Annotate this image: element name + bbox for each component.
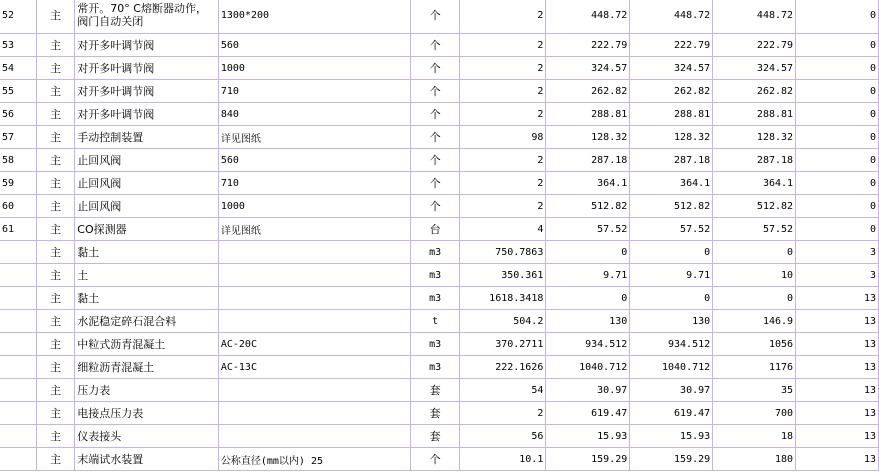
quantity-cell[interactable]: 2 — [460, 172, 546, 195]
row-number-cell[interactable] — [0, 287, 36, 310]
price-cell-1[interactable]: 287.18 — [546, 149, 630, 172]
price-cell-1[interactable]: 934.512 — [546, 333, 630, 356]
name-cell[interactable]: 黏土 — [75, 241, 219, 264]
price-cell-1[interactable]: 15.93 — [546, 425, 630, 448]
quantity-cell[interactable]: 350.361 — [460, 264, 546, 287]
quantity-cell[interactable]: 56 — [460, 425, 546, 448]
unit-cell[interactable]: 个 — [410, 0, 460, 34]
quantity-cell[interactable]: 2 — [460, 195, 546, 218]
name-cell[interactable]: 末端试水装置 — [75, 448, 219, 471]
name-cell[interactable]: 土 — [75, 264, 219, 287]
price-cell-3[interactable]: 324.57 — [713, 57, 796, 80]
type-cell[interactable]: 主 — [36, 218, 74, 241]
table-row[interactable] — [0, 80, 879, 103]
row-number-cell[interactable] — [0, 356, 36, 379]
unit-cell[interactable]: 个 — [410, 80, 460, 103]
price-cell-1[interactable]: 130 — [546, 310, 630, 333]
name-cell[interactable]: 仪表接头 — [75, 425, 219, 448]
row-number-cell[interactable]: 60 — [0, 195, 36, 218]
unit-cell[interactable]: 个 — [410, 57, 460, 80]
price-cell-2[interactable]: 0 — [630, 287, 713, 310]
price-cell-3[interactable]: 0 — [713, 287, 796, 310]
price-cell-1[interactable]: 324.57 — [546, 57, 630, 80]
unit-cell[interactable]: 个 — [410, 448, 460, 471]
price-cell-3[interactable]: 146.9 — [713, 310, 796, 333]
last-cell[interactable]: 0 — [796, 126, 879, 149]
row-number-cell[interactable] — [0, 264, 36, 287]
quantity-cell[interactable]: 2 — [460, 402, 546, 425]
row-number-cell[interactable]: 58 — [0, 149, 36, 172]
price-cell-3[interactable]: 18 — [713, 425, 796, 448]
unit-cell[interactable]: 套 — [410, 402, 460, 425]
quantity-cell[interactable]: 2 — [460, 103, 546, 126]
price-cell-3[interactable]: 1056 — [713, 333, 796, 356]
quantity-cell[interactable]: 2 — [460, 34, 546, 57]
spec-cell[interactable] — [218, 264, 410, 287]
last-cell[interactable]: 0 — [796, 149, 879, 172]
price-cell-2[interactable]: 15.93 — [630, 425, 713, 448]
spec-cell[interactable] — [218, 241, 410, 264]
price-cell-3[interactable]: 700 — [713, 402, 796, 425]
price-cell-1[interactable]: 1040.712 — [546, 356, 630, 379]
type-cell[interactable]: 主 — [36, 0, 74, 34]
name-cell[interactable]: 中粒式沥青混凝土 — [75, 333, 219, 356]
price-cell-1[interactable]: 364.1 — [546, 172, 630, 195]
quantity-cell[interactable]: 750.7863 — [460, 241, 546, 264]
quantity-cell[interactable]: 222.1626 — [460, 356, 546, 379]
spec-cell[interactable]: 详见图纸 — [218, 126, 410, 149]
price-cell-2[interactable]: 512.82 — [630, 195, 713, 218]
table-row[interactable] — [0, 379, 879, 402]
last-cell[interactable]: 0 — [796, 34, 879, 57]
row-number-cell[interactable] — [0, 425, 36, 448]
type-cell[interactable]: 主 — [36, 264, 74, 287]
last-cell[interactable]: 3 — [796, 241, 879, 264]
type-cell[interactable]: 主 — [36, 379, 74, 402]
unit-cell[interactable]: 套 — [410, 379, 460, 402]
last-cell[interactable]: 0 — [796, 57, 879, 80]
price-cell-3[interactable]: 128.32 — [713, 126, 796, 149]
unit-cell[interactable]: 个 — [410, 195, 460, 218]
spec-cell[interactable]: 840 — [218, 103, 410, 126]
row-number-cell[interactable] — [0, 333, 36, 356]
name-cell[interactable]: 电接点压力表 — [75, 402, 219, 425]
name-cell[interactable]: 对开多叶调节阀 — [75, 57, 219, 80]
last-cell[interactable]: 0 — [796, 103, 879, 126]
spec-cell[interactable]: 560 — [218, 34, 410, 57]
price-cell-1[interactable]: 448.72 — [546, 0, 630, 34]
price-cell-2[interactable]: 364.1 — [630, 172, 713, 195]
unit-cell[interactable]: m3 — [410, 333, 460, 356]
unit-cell[interactable]: m3 — [410, 241, 460, 264]
spec-cell[interactable]: AC-20C — [218, 333, 410, 356]
spec-cell[interactable]: 公称直径(mm以内) 25 — [218, 448, 410, 471]
spec-cell[interactable]: 710 — [218, 80, 410, 103]
last-cell[interactable]: 13 — [796, 287, 879, 310]
table-row[interactable] — [0, 287, 879, 310]
table-row[interactable] — [0, 57, 879, 80]
row-number-cell[interactable]: 52 — [0, 0, 36, 34]
type-cell[interactable]: 主 — [36, 333, 74, 356]
price-cell-2[interactable]: 288.81 — [630, 103, 713, 126]
price-cell-2[interactable]: 57.52 — [630, 218, 713, 241]
price-cell-2[interactable]: 9.71 — [630, 264, 713, 287]
last-cell[interactable]: 0 — [796, 80, 879, 103]
price-cell-3[interactable]: 1176 — [713, 356, 796, 379]
price-cell-2[interactable]: 1040.712 — [630, 356, 713, 379]
price-cell-2[interactable]: 0 — [630, 241, 713, 264]
row-number-cell[interactable]: 54 — [0, 57, 36, 80]
table-row[interactable] — [0, 402, 879, 425]
table-row[interactable] — [0, 0, 879, 34]
type-cell[interactable]: 主 — [36, 57, 74, 80]
row-number-cell[interactable]: 56 — [0, 103, 36, 126]
price-cell-2[interactable]: 262.82 — [630, 80, 713, 103]
price-cell-3[interactable]: 35 — [713, 379, 796, 402]
table-row[interactable] — [0, 333, 879, 356]
last-cell[interactable]: 13 — [796, 402, 879, 425]
price-cell-2[interactable]: 222.79 — [630, 34, 713, 57]
price-cell-3[interactable]: 10 — [713, 264, 796, 287]
unit-cell[interactable]: m3 — [410, 356, 460, 379]
unit-cell[interactable]: 个 — [410, 126, 460, 149]
price-cell-1[interactable]: 619.47 — [546, 402, 630, 425]
spec-cell[interactable]: AC-13C — [218, 356, 410, 379]
price-cell-2[interactable]: 934.512 — [630, 333, 713, 356]
quantity-cell[interactable]: 4 — [460, 218, 546, 241]
name-cell[interactable]: 细粒沥青混凝土 — [75, 356, 219, 379]
quantity-cell[interactable]: 370.2711 — [460, 333, 546, 356]
name-cell[interactable]: 对开多叶调节阀 — [75, 103, 219, 126]
unit-cell[interactable]: 台 — [410, 218, 460, 241]
name-cell[interactable]: 压力表 — [75, 379, 219, 402]
name-cell[interactable]: 常开。70° C熔断器动作，阀门自动关闭 — [75, 0, 219, 34]
unit-cell[interactable]: m3 — [410, 287, 460, 310]
spec-cell[interactable]: 1000 — [218, 57, 410, 80]
unit-cell[interactable]: 个 — [410, 103, 460, 126]
table-row[interactable] — [0, 195, 879, 218]
name-cell[interactable]: 对开多叶调节阀 — [75, 34, 219, 57]
spec-cell[interactable] — [218, 379, 410, 402]
price-cell-3[interactable]: 57.52 — [713, 218, 796, 241]
table-row[interactable] — [0, 34, 879, 57]
unit-cell[interactable]: 个 — [410, 34, 460, 57]
price-cell-3[interactable]: 448.72 — [713, 0, 796, 34]
spec-cell[interactable] — [218, 402, 410, 425]
type-cell[interactable]: 主 — [36, 402, 74, 425]
price-cell-1[interactable]: 288.81 — [546, 103, 630, 126]
quantity-cell[interactable]: 2 — [460, 80, 546, 103]
row-number-cell[interactable]: 55 — [0, 80, 36, 103]
last-cell[interactable]: 13 — [796, 333, 879, 356]
unit-cell[interactable]: 套 — [410, 425, 460, 448]
price-cell-3[interactable]: 262.82 — [713, 80, 796, 103]
row-number-cell[interactable]: 59 — [0, 172, 36, 195]
table-row[interactable] — [0, 172, 879, 195]
quantity-cell[interactable]: 54 — [460, 379, 546, 402]
type-cell[interactable]: 主 — [36, 172, 74, 195]
table-row[interactable] — [0, 356, 879, 379]
price-cell-1[interactable]: 512.82 — [546, 195, 630, 218]
unit-cell[interactable]: m3 — [410, 264, 460, 287]
last-cell[interactable]: 0 — [796, 195, 879, 218]
price-cell-3[interactable]: 0 — [713, 241, 796, 264]
type-cell[interactable]: 主 — [36, 310, 74, 333]
quantity-cell[interactable]: 2 — [460, 0, 546, 34]
row-number-cell[interactable] — [0, 379, 36, 402]
row-number-cell[interactable]: 61 — [0, 218, 36, 241]
type-cell[interactable]: 主 — [36, 80, 74, 103]
price-cell-1[interactable]: 57.52 — [546, 218, 630, 241]
last-cell[interactable]: 13 — [796, 379, 879, 402]
name-cell[interactable]: 手动控制装置 — [75, 126, 219, 149]
last-cell[interactable]: 0 — [796, 0, 879, 34]
spec-cell[interactable] — [218, 425, 410, 448]
price-cell-1[interactable]: 9.71 — [546, 264, 630, 287]
row-number-cell[interactable] — [0, 448, 36, 471]
name-cell[interactable]: 黏土 — [75, 287, 219, 310]
type-cell[interactable]: 主 — [36, 195, 74, 218]
last-cell[interactable]: 13 — [796, 356, 879, 379]
quantity-cell[interactable]: 98 — [460, 126, 546, 149]
price-cell-3[interactable]: 180 — [713, 448, 796, 471]
row-number-cell[interactable] — [0, 310, 36, 333]
table-row[interactable] — [0, 310, 879, 333]
price-cell-1[interactable]: 262.82 — [546, 80, 630, 103]
last-cell[interactable]: 3 — [796, 264, 879, 287]
last-cell[interactable]: 13 — [796, 425, 879, 448]
name-cell[interactable]: 止回风阀 — [75, 149, 219, 172]
name-cell[interactable]: CO探测器 — [75, 218, 219, 241]
table-row[interactable] — [0, 264, 879, 287]
unit-cell[interactable]: 个 — [410, 172, 460, 195]
last-cell[interactable]: 13 — [796, 448, 879, 471]
type-cell[interactable]: 主 — [36, 425, 74, 448]
table-row[interactable] — [0, 241, 879, 264]
spec-cell[interactable]: 详见图纸 — [218, 218, 410, 241]
price-cell-2[interactable]: 159.29 — [630, 448, 713, 471]
type-cell[interactable]: 主 — [36, 356, 74, 379]
price-cell-3[interactable]: 288.81 — [713, 103, 796, 126]
spec-cell[interactable] — [218, 287, 410, 310]
row-number-cell[interactable]: 57 — [0, 126, 36, 149]
type-cell[interactable]: 主 — [36, 103, 74, 126]
quantity-cell[interactable]: 2 — [460, 149, 546, 172]
price-cell-1[interactable]: 0 — [546, 287, 630, 310]
spec-cell[interactable]: 560 — [218, 149, 410, 172]
quantity-cell[interactable]: 10.1 — [460, 448, 546, 471]
last-cell[interactable]: 13 — [796, 310, 879, 333]
type-cell[interactable]: 主 — [36, 448, 74, 471]
spec-cell[interactable]: 1000 — [218, 195, 410, 218]
name-cell[interactable]: 止回风阀 — [75, 172, 219, 195]
spec-cell[interactable]: 710 — [218, 172, 410, 195]
row-number-cell[interactable]: 53 — [0, 34, 36, 57]
table-row[interactable] — [0, 126, 879, 149]
price-cell-1[interactable]: 0 — [546, 241, 630, 264]
price-cell-2[interactable]: 128.32 — [630, 126, 713, 149]
spec-cell[interactable] — [218, 310, 410, 333]
type-cell[interactable]: 主 — [36, 149, 74, 172]
type-cell[interactable]: 主 — [36, 126, 74, 149]
price-cell-3[interactable]: 287.18 — [713, 149, 796, 172]
row-number-cell[interactable] — [0, 241, 36, 264]
table-row[interactable] — [0, 149, 879, 172]
price-cell-3[interactable]: 222.79 — [713, 34, 796, 57]
row-number-cell[interactable] — [0, 402, 36, 425]
spec-cell[interactable]: 1300*200 — [218, 0, 410, 34]
price-cell-3[interactable]: 364.1 — [713, 172, 796, 195]
price-cell-3[interactable]: 512.82 — [713, 195, 796, 218]
price-cell-2[interactable]: 324.57 — [630, 57, 713, 80]
table-row[interactable] — [0, 103, 879, 126]
name-cell[interactable]: 水泥稳定碎石混合料 — [75, 310, 219, 333]
price-cell-1[interactable]: 128.32 — [546, 126, 630, 149]
name-cell[interactable]: 对开多叶调节阀 — [75, 80, 219, 103]
last-cell[interactable]: 0 — [796, 172, 879, 195]
type-cell[interactable]: 主 — [36, 287, 74, 310]
quantity-cell[interactable]: 1618.3418 — [460, 287, 546, 310]
price-cell-1[interactable]: 159.29 — [546, 448, 630, 471]
unit-cell[interactable]: t — [410, 310, 460, 333]
price-cell-2[interactable]: 130 — [630, 310, 713, 333]
table-row[interactable] — [0, 425, 879, 448]
price-cell-2[interactable]: 30.97 — [630, 379, 713, 402]
type-cell[interactable]: 主 — [36, 241, 74, 264]
last-cell[interactable]: 0 — [796, 218, 879, 241]
quantity-cell[interactable]: 2 — [460, 57, 546, 80]
type-cell[interactable]: 主 — [36, 34, 74, 57]
price-cell-2[interactable]: 448.72 — [630, 0, 713, 34]
price-cell-2[interactable]: 619.47 — [630, 402, 713, 425]
quantity-cell[interactable]: 504.2 — [460, 310, 546, 333]
price-cell-2[interactable]: 287.18 — [630, 149, 713, 172]
table-row[interactable] — [0, 448, 879, 471]
unit-cell[interactable]: 个 — [410, 149, 460, 172]
price-cell-1[interactable]: 222.79 — [546, 34, 630, 57]
name-cell[interactable]: 止回风阀 — [75, 195, 219, 218]
price-cell-1[interactable]: 30.97 — [546, 379, 630, 402]
table-row[interactable] — [0, 218, 879, 241]
